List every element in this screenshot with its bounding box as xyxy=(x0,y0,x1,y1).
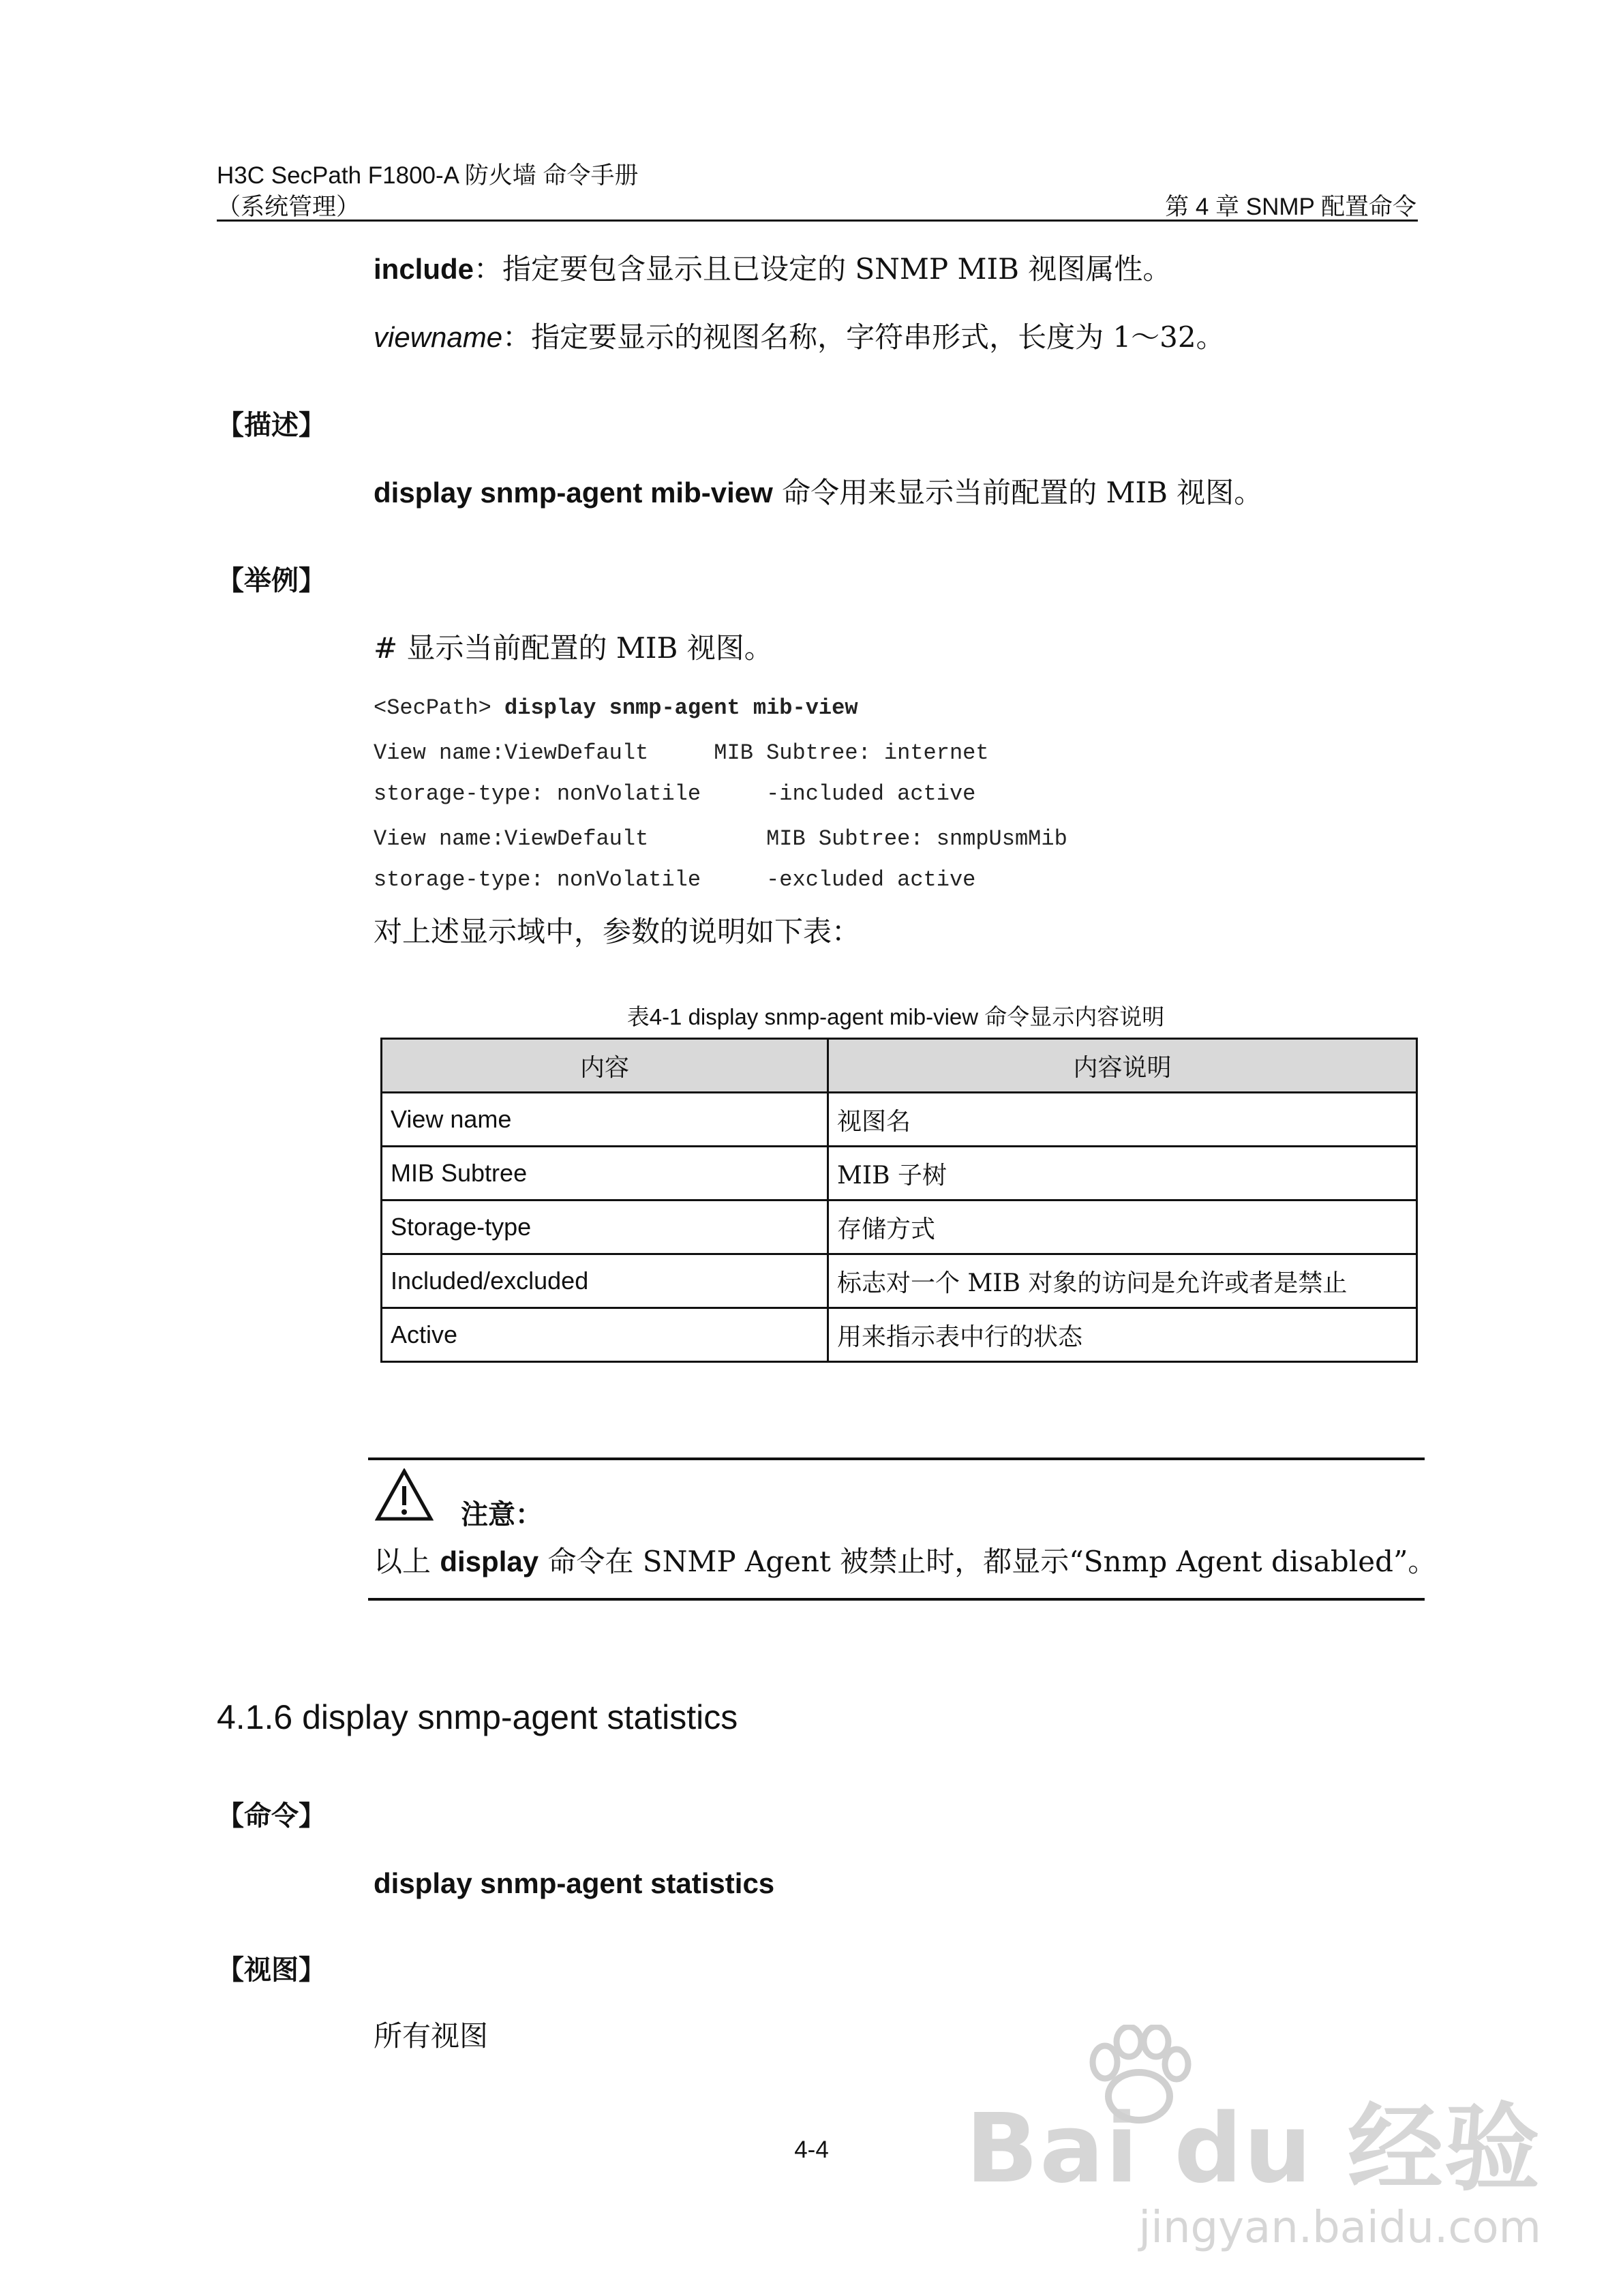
note-text xyxy=(374,1539,1436,1580)
header-chapter: 第 4 章 SNMP 配置命令 xyxy=(1165,194,1416,220)
code-prompt: <SecPath> xyxy=(374,695,505,721)
example-intro: # 显示当前配置的 MIB 视图。 xyxy=(374,631,773,665)
header-title: H3C SecPath F1800-A 防火墙 命令手册 xyxy=(217,162,639,189)
code-line: View name:ViewDefault MIB Subtree: snmpUsmMib xyxy=(374,826,1067,851)
watermark xyxy=(965,2072,1541,2253)
table-row xyxy=(382,1200,1417,1254)
table-caption: 表4-1 display snmp-agent mib-view 命令显示内容说明 xyxy=(626,1004,1165,1029)
command-syntax: display snmp-agent statistics xyxy=(374,1867,775,1899)
param-viewname-desc: ：指定要显示的视图名称，字符串形式，长度为 1～32。 xyxy=(502,320,1225,354)
code-line: storage-type: nonVolatile -excluded active xyxy=(374,867,976,892)
watermark-sub: jingyan.baidu.com xyxy=(1138,2203,1541,2253)
note-body: 命令在 SNMP Agent 被禁止时，都显示“Snmp Agent disabled”。 xyxy=(539,1545,1437,1578)
note-label: 注意： xyxy=(461,1499,543,1530)
table-cell: 标志对一个 MIB 对象的访问是允许或者是禁止 xyxy=(828,1254,1417,1308)
table-cell: 存储方式 xyxy=(828,1200,1417,1254)
table-header-cell: 内容 xyxy=(382,1039,828,1093)
param-viewname xyxy=(374,320,1225,354)
baidu-paw-icon xyxy=(1081,2025,1197,2127)
code-command: display snmp-agent mib-view xyxy=(504,695,858,721)
note-keyword: display xyxy=(440,1545,539,1577)
table-cell: Included/excluded xyxy=(382,1254,828,1308)
example-after: 对上述显示域中，参数的说明如下表： xyxy=(374,915,861,948)
header-rule xyxy=(217,220,1418,222)
section-head-view: 【视图】 xyxy=(217,1954,326,1986)
table-cell: View name xyxy=(382,1093,828,1147)
param-include xyxy=(374,252,1171,286)
table-row xyxy=(382,1308,1417,1362)
table-header-row xyxy=(382,1039,1417,1093)
table-header-cell: 内容说明 xyxy=(828,1039,1417,1093)
command-line xyxy=(374,1867,774,1901)
description-line xyxy=(374,476,1262,510)
param-viewname-keyword: viewname xyxy=(374,321,503,353)
description-command: display snmp-agent mib-view xyxy=(374,477,773,509)
page-number: 4-4 xyxy=(794,2136,829,2163)
note-prefix: 以上 xyxy=(374,1545,440,1578)
table-cell: Storage-type xyxy=(382,1200,828,1254)
header-subtitle: （系统管理） xyxy=(217,194,361,221)
table-row xyxy=(382,1254,1417,1308)
table-cell: Active xyxy=(382,1308,828,1362)
info-table xyxy=(380,1038,1418,1363)
table-cell: MIB 子树 xyxy=(828,1147,1417,1200)
code-line: storage-type: nonVolatile -included active xyxy=(374,781,976,806)
section-head-description: 【描述】 xyxy=(217,410,326,441)
section-head-example: 【举例】 xyxy=(217,565,326,596)
param-include-keyword: include xyxy=(374,253,474,285)
view-text: 所有视图 xyxy=(374,2019,489,2053)
note-bottom-rule xyxy=(368,1598,1425,1601)
table-cell: MIB Subtree xyxy=(382,1147,828,1200)
table-cell: 用来指示表中行的状态 xyxy=(828,1308,1417,1362)
warning-triangle-icon xyxy=(375,1468,434,1522)
watermark-main: Bai du 经验 xyxy=(965,2094,1541,2205)
table-row xyxy=(382,1093,1417,1147)
code-prompt-line xyxy=(374,695,858,721)
table-cell: 视图名 xyxy=(828,1093,1417,1147)
description-text: 命令用来显示当前配置的 MIB 视图。 xyxy=(772,476,1263,509)
param-include-desc: ：指定要包含显示且已设定的 SNMP MIB 视图属性。 xyxy=(474,252,1172,286)
table-row xyxy=(382,1147,1417,1200)
code-line: View name:ViewDefault MIB Subtree: internet xyxy=(374,740,989,766)
note-top-rule xyxy=(368,1457,1425,1460)
section-title: 4.1.6 display snmp-agent statistics xyxy=(217,1698,738,1736)
section-head-command: 【命令】 xyxy=(217,1800,326,1832)
